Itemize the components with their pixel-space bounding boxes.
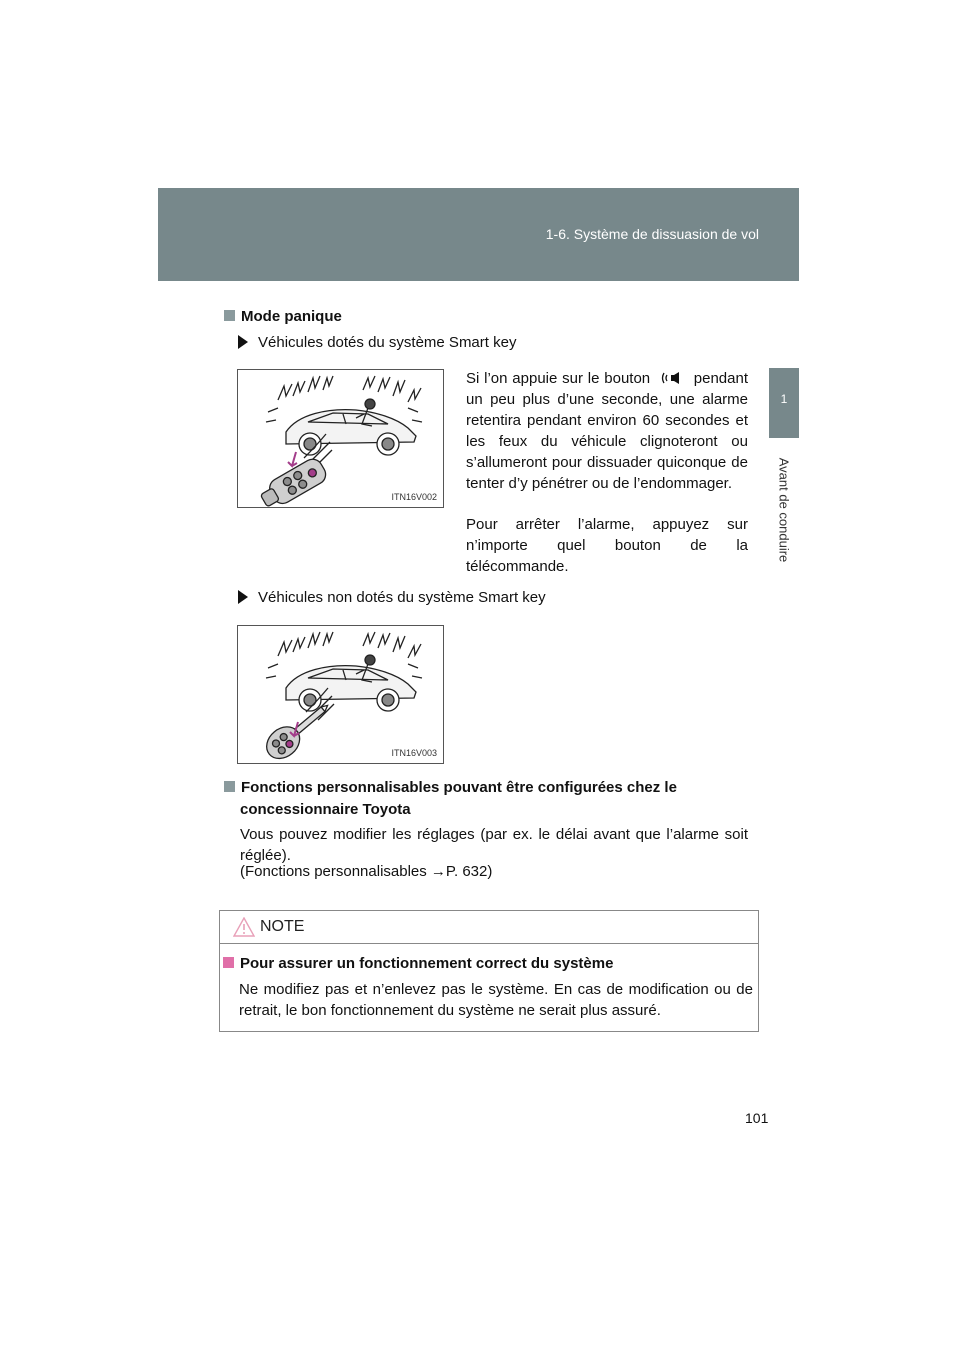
note-heading xyxy=(223,955,613,972)
illustration-key-alarm xyxy=(237,625,444,764)
chapter-side-label xyxy=(772,450,796,570)
illustration-smart-key-alarm xyxy=(237,369,444,508)
heading-line2: concessionnaire Toyota xyxy=(240,801,411,818)
section-heading-panic xyxy=(224,308,342,325)
heading-line1-wrap xyxy=(224,777,677,799)
chapter-header-band xyxy=(158,188,799,281)
note-header xyxy=(220,911,758,944)
heading-line1 xyxy=(224,777,748,799)
triangle-arrow-icon xyxy=(238,590,248,604)
note-body: Ne modifiez pas et n’enlevez pas le système. En cas de modification ou de retrait, le bon fonctionnement du système ne serait plus assuré. xyxy=(239,981,753,1019)
panic-text-after: pendant un peu plus d’une seconde, une alarme retentira pendant environ 60 secondes et les feux du véhicule clignoteront ou s’allumeront pour dissuader quiconque de tenter d’y pénétrer ou de l’endommager. xyxy=(466,370,748,492)
chapter-title: 1-6. Système de dissuasion de vol xyxy=(545,226,759,242)
note-title: NOTE xyxy=(260,918,305,935)
subheading-text: Véhicules non dotés du système Smart key xyxy=(258,589,546,606)
section-heading-custom xyxy=(224,777,748,821)
panic-button-icon xyxy=(661,371,683,385)
subheading-smart-key xyxy=(238,334,516,351)
note-box xyxy=(219,910,759,1032)
section-heading-text: Mode panique xyxy=(241,308,342,325)
panic-text-before: Si l’on appuie sur le bouton xyxy=(466,370,651,387)
triangle-arrow-icon xyxy=(238,335,248,349)
custom-para: Vous pouvez modifier les réglages (par ex. le délai avant que l’alarme soit réglée). xyxy=(240,826,748,864)
stop-alarm-text: Pour arrêter l’alarme, appuyez sur n’importe quel bouton de la télécommande. xyxy=(466,516,748,575)
note-heading-text: Pour assurer un fonctionnement correct du système xyxy=(240,955,614,972)
subheading-no-smart-key xyxy=(238,589,546,606)
custom-reference: (Fonctions personnalisables →P. 632) xyxy=(240,863,493,880)
page-number: 101 xyxy=(745,1110,769,1126)
chapter-tab-number: 1 xyxy=(780,392,788,406)
figure-code: ITN16V002 xyxy=(391,492,437,502)
heading-line1-text: Fonctions personnalisables pouvant être configurées chez le xyxy=(241,779,677,796)
chapter-tab xyxy=(769,368,799,438)
figure-code: ITN16V003 xyxy=(391,748,437,758)
chapter-side-label-text: Avant de conduire xyxy=(776,457,792,563)
square-bullet-icon xyxy=(224,310,235,321)
car-alarm-smart-key-icon xyxy=(238,370,443,507)
subheading-text: Véhicules dotés du système Smart key xyxy=(258,334,517,351)
car-alarm-key-icon xyxy=(238,626,443,763)
square-bullet-icon xyxy=(224,781,235,792)
panic-description xyxy=(466,368,748,494)
warning-triangle-icon xyxy=(233,917,255,937)
square-bullet-icon xyxy=(223,957,234,968)
